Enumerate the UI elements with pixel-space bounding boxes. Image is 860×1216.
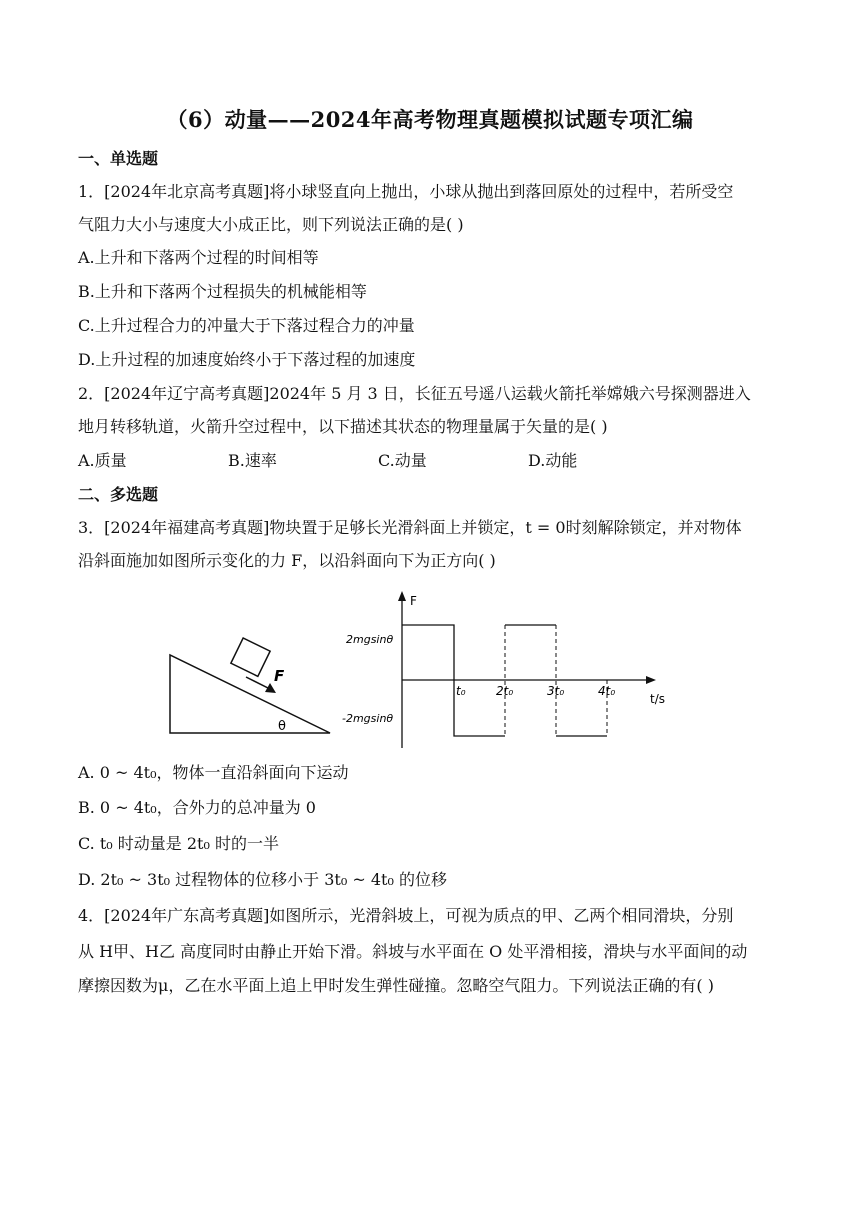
force-label: F [274,667,285,685]
question-1-option-a: A.上升和下落两个过程的时间相等 [78,248,319,267]
question-2-line-2: 地月转移轨道，火箭升空过程中，以下描述其状态的物理量属于矢量的是( ) [78,417,608,436]
section-heading-multi-choice: 二、多选题 [78,485,159,504]
question-2-option-b: B.速率 [228,451,277,470]
tick-3t0: 3t₀ [547,684,565,698]
incline-triangle [170,655,330,733]
question-3-option-c: C. t₀ 时动量是 2t₀ 时的一半 [78,834,279,853]
question-3-line-2: 沿斜面施加如图所示变化的力 F，以沿斜面向下为正方向( ) [78,551,496,570]
angle-label: θ [278,719,286,734]
section-heading-single-choice: 一、单选题 [78,149,159,168]
graph-positive-label: 2mgsinθ [346,633,394,646]
question-1-line-1: 1．[2024年北京高考真题]将小球竖直向上抛出，小球从抛出到落回原处的过程中，若所受空 [78,182,734,201]
question-3-option-a: A. 0 ~ 4t₀，物体一直沿斜面向下运动 [78,763,349,782]
block-on-incline [231,638,270,676]
question-2-option-c: C.动量 [378,451,427,470]
question-2-line-1: 2．[2024年辽宁高考真题]2024年 5 月 3 日，长征五号遥八运载火箭托举嫦娥六号探测器进入 [78,384,751,403]
tick-t0: t₀ [456,684,466,698]
question-1-line-2: 气阻力大小与速度大小成正比，则下列说法正确的是( ) [78,215,464,234]
question-3-line-1: 3．[2024年福建高考真题]物块置于足够长光滑斜面上并锁定，t = 0时刻解除锁定，并对物体 [78,518,742,537]
question-1-option-c: C.上升过程合力的冲量大于下落过程合力的冲量 [78,316,415,335]
page-title: （6）动量——2024年高考物理真题模拟试题专项汇编 [166,107,694,132]
question-1-option-b: B.上升和下落两个过程损失的机械能相等 [78,282,367,301]
graph-x-axis-label: t/s [650,692,665,706]
question-3-option-b: B. 0 ~ 4t₀，合外力的总冲量为 0 [78,798,316,817]
question-3-figure [160,585,680,755]
incline-diagram [170,638,330,734]
tick-4t0: 4t₀ [598,684,616,698]
tick-2t0: 2t₀ [496,684,514,698]
graph-x-arrowhead [646,676,656,684]
question-2-option-a: A.质量 [78,451,127,470]
question-4-line-1: 4．[2024年广东高考真题]如图所示，光滑斜坡上，可视为质点的甲、乙两个相同滑块，分别 [78,906,734,925]
question-1-option-d: D.上升过程的加速度始终小于下落过程的加速度 [78,350,416,369]
question-3-option-d: D. 2t₀ ~ 3t₀ 过程物体的位移小于 3t₀ ~ 4t₀ 的位移 [78,870,447,889]
question-2-option-d: D.动能 [528,451,578,470]
graph-y-axis-label: F [410,594,417,608]
question-4-line-3: 摩擦因数为μ，乙在水平面上追上甲时发生弹性碰撞。忽略空气阻力。下列说法正确的有( ) [78,976,714,995]
question-4-line-2: 从 H甲、H乙 高度同时由静止开始下滑。斜坡与水平面在 O 处平滑相接，滑块与水平面间的动 [78,942,748,961]
force-time-graph [342,591,665,748]
graph-y-arrowhead [398,591,406,601]
graph-negative-label: -2mgsinθ [342,712,394,725]
